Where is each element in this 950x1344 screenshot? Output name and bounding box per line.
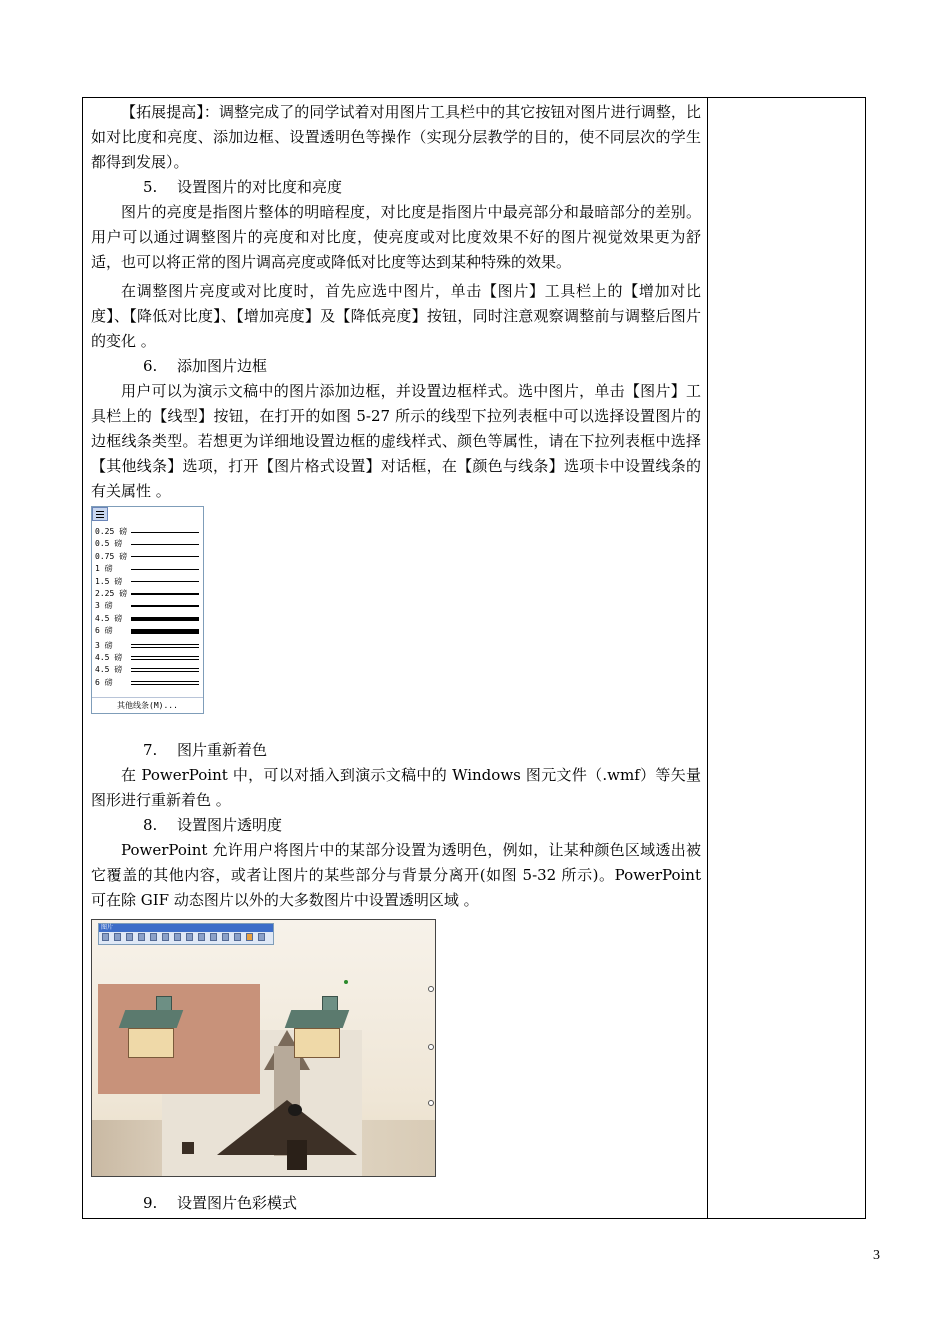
main-content xyxy=(91,100,701,1216)
dropdown-separator xyxy=(92,697,203,698)
section-8-title: 设置图片透明度 xyxy=(177,816,283,834)
resize-handle[interactable] xyxy=(428,986,434,992)
color-icon[interactable] xyxy=(114,933,121,941)
line-weight-item[interactable] xyxy=(95,526,199,538)
line-weight-label: 0.5 磅 xyxy=(95,539,123,549)
section-8-heading xyxy=(91,813,701,838)
line-weight-item[interactable] xyxy=(95,613,199,625)
section-9-number: 9. xyxy=(143,1194,158,1212)
line-weight-item[interactable] xyxy=(95,640,199,652)
line-weight-label: 1 磅 xyxy=(95,564,113,574)
extension-paragraph: 【拓展提高】：调整完成了的同学试着对用图片工具栏中的其它按钮对图片进行调整，比如对比度和亮度、添加边框、设置透明色等操作（实现分层教学的目的，使不同层次的学生都得到发展）。 xyxy=(91,103,701,171)
section-8-number: 8. xyxy=(143,816,158,834)
line-weight-label: 0.75 磅 xyxy=(95,551,128,561)
compress-icon[interactable] xyxy=(210,933,217,941)
line-weight-item[interactable] xyxy=(95,652,199,664)
content-table xyxy=(82,97,866,1219)
section-5-paragraph-1: 图片的亮度是指图片整体的明暗程度，对比度是指图片中最亮部分和最暗部分的差别。用户可以通过调整图片的亮度和对比度，使亮度或对比度效果不好的图片视觉效果更为舒适，也可以将正常的图片调高亮度或降低对比度等达到某种特殊的效果。 xyxy=(91,203,701,271)
line-weight-sample xyxy=(131,605,199,607)
main-column xyxy=(83,98,708,1218)
resize-handle[interactable] xyxy=(428,1100,434,1106)
picture-toolbar-title: 图片 xyxy=(99,924,273,932)
line-weight-sample xyxy=(131,668,199,672)
church-window xyxy=(288,1104,302,1116)
section-5-paragraph-2: 在调整图片亮度或对比度时，首先应选中图片，单击【图片】工具栏上的【增加对比度】、【降低对比度】、【增加亮度】及【降低亮度】按钮，同时注意观察调整前与调整后图片的变化 。 xyxy=(91,282,701,350)
line-weight-item[interactable] xyxy=(95,625,199,637)
line-weight-item[interactable] xyxy=(95,677,199,689)
line-weight-item[interactable] xyxy=(95,600,199,612)
section-6-number: 6. xyxy=(143,357,158,375)
section-6-title: 添加图片边框 xyxy=(177,357,268,375)
set-transparent-color-icon[interactable] xyxy=(246,933,253,941)
section-9-title: 设置图片色彩模式 xyxy=(177,1194,298,1212)
reset-picture-icon[interactable] xyxy=(258,933,265,941)
section-6-paragraph-1: 用户可以为演示文稿中的图片添加边框，并设置边框样式。选中图片，单击【图片】工具栏上的【线型】按钮，在打开的如图 5-27 所示的线型下拉列表框中可以选择设置图片的边框线条类型。若想更为详细地设置边框的虚线样式、颜色等属性，请在下拉列表框中选择【其他线条】选项，打开【图片格式设置】对话框，在【颜色与线条】选项卡中设置线条的有关属性 。 xyxy=(91,382,701,500)
notes-column xyxy=(708,98,865,1218)
transparency-example-picture[interactable] xyxy=(91,919,436,1177)
line-weight-item[interactable] xyxy=(95,563,199,575)
line-weight-label: 1.5 磅 xyxy=(95,576,123,586)
line-weight-label: 2.25 磅 xyxy=(95,589,128,598)
page-number: 3 xyxy=(873,1248,880,1263)
line-style-icon[interactable] xyxy=(198,933,205,941)
line-weight-sample xyxy=(131,544,199,545)
section-7-title: 图片重新着色 xyxy=(177,741,268,759)
line-weight-label: 3 磅 xyxy=(95,601,113,611)
church-window-small xyxy=(182,1142,194,1154)
section-9-heading xyxy=(91,1191,701,1216)
section-6-heading xyxy=(91,354,701,379)
line-weight-item[interactable] xyxy=(95,664,199,676)
less-contrast-icon[interactable] xyxy=(138,933,145,941)
line-weight-item[interactable] xyxy=(95,551,199,563)
line-weight-dropdown[interactable] xyxy=(91,506,204,714)
more-lines-menu-item[interactable]: 其他线条(M)... xyxy=(117,701,178,710)
line-weight-label: 4.5 磅 xyxy=(95,653,123,662)
line-weight-label: 3 磅 xyxy=(95,640,113,650)
insert-picture-icon[interactable] xyxy=(102,933,109,941)
picture-toolbar[interactable] xyxy=(98,923,274,945)
section-5-heading xyxy=(91,175,701,200)
house-clipart-transparent[interactable] xyxy=(288,1010,346,1060)
line-weight-label: 4.5 磅 xyxy=(95,613,123,623)
section-7-paragraph-1: 在 PowerPoint 中，可以对插入到演示文稿中的 Windows 图元文件（.wmf）等矢量图形进行重新着色 。 xyxy=(91,766,701,809)
section-7-heading xyxy=(91,738,701,763)
line-weight-item[interactable] xyxy=(95,588,199,600)
rotate-icon[interactable] xyxy=(186,933,193,941)
more-brightness-icon[interactable] xyxy=(150,933,157,941)
line-weight-sample xyxy=(131,593,199,595)
line-weight-sample xyxy=(131,581,199,582)
house-clipart-opaque xyxy=(122,1010,180,1060)
line-weight-label: 6 磅 xyxy=(95,626,113,636)
line-weight-sample xyxy=(131,556,199,557)
line-weight-sample xyxy=(131,656,199,660)
recolor-icon[interactable] xyxy=(222,933,229,941)
line-weight-label: 6 磅 xyxy=(95,677,113,687)
section-8-paragraph-1: PowerPoint 允许用户将图片中的某部分设置为透明色，例如，让某种颜色区域透出被它覆盖的其他内容，或者让图片的某些部分与背景分离开(如图 5-32 所示)。PowerPoint 可在除 GIF 动态图片以外的大多数图片中设置透明区域 。 xyxy=(91,841,701,909)
crop-icon[interactable] xyxy=(174,933,181,941)
line-weight-sample xyxy=(131,617,199,621)
line-weight-sample xyxy=(131,532,199,533)
resize-handle[interactable] xyxy=(428,1044,434,1050)
section-5-number: 5. xyxy=(143,178,158,196)
line-style-icon[interactable] xyxy=(92,507,108,521)
line-weight-sample xyxy=(131,569,199,570)
line-weight-label: 4.5 磅 xyxy=(95,665,123,675)
line-weight-sample xyxy=(131,681,199,685)
section-7-number: 7. xyxy=(143,741,158,759)
line-weight-sample xyxy=(131,644,199,648)
line-weight-item[interactable] xyxy=(95,538,199,550)
line-weight-label: 0.25 磅 xyxy=(95,527,128,536)
less-brightness-icon[interactable] xyxy=(162,933,169,941)
format-picture-icon[interactable] xyxy=(234,933,241,941)
line-weight-item[interactable] xyxy=(95,576,199,588)
more-contrast-icon[interactable] xyxy=(126,933,133,941)
rotation-handle[interactable] xyxy=(344,980,348,984)
church-door xyxy=(287,1140,307,1170)
section-5-title: 设置图片的对比度和亮度 xyxy=(177,178,343,196)
line-weight-sample xyxy=(131,629,199,634)
